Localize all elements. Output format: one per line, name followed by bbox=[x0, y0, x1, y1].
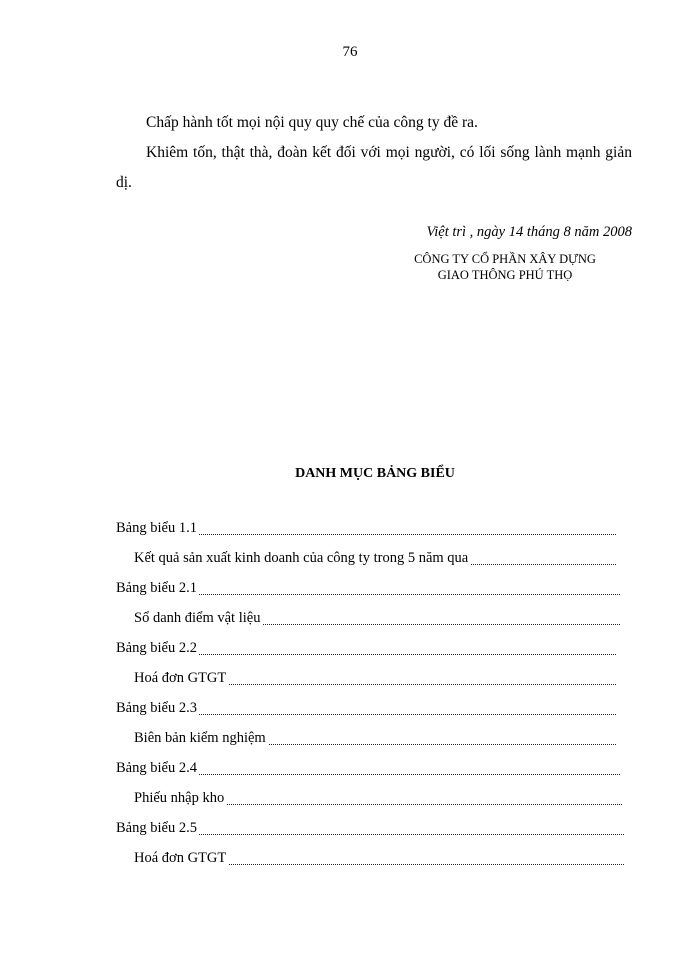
toc-entry-label: Bảng biểu 2.2 bbox=[116, 640, 197, 656]
company-name-line-1: CÔNG TY CỔ PHẦN XÂY DỰNG bbox=[414, 252, 596, 266]
paragraph-conduct: Khiêm tốn, thật thà, đoàn kết đối với mọi người, có lối sống lành mạnh giản dị. bbox=[116, 144, 632, 191]
toc-entry-label: Bảng biểu 2.3 bbox=[116, 700, 197, 716]
toc-entry-table-2-3 bbox=[116, 698, 616, 718]
toc-entry-label: Bảng biểu 2.5 bbox=[116, 820, 197, 836]
toc-entry-table-2-1 bbox=[116, 578, 620, 598]
toc-entry-material-codes bbox=[134, 608, 620, 628]
toc-entry-label: Kết quả sản xuất kinh doanh của công ty trong 5 năm qua bbox=[134, 550, 469, 566]
signature-company bbox=[388, 251, 622, 283]
toc-entry-vat-invoice bbox=[134, 668, 616, 688]
toc-entry-table-2-2 bbox=[116, 638, 616, 658]
toc-entry-vat-invoice-2 bbox=[134, 848, 624, 868]
toc-entry-label: Bảng biểu 2.4 bbox=[116, 760, 197, 776]
toc-entry-label: Bảng biểu 2.1 bbox=[116, 580, 197, 596]
toc-entry-label: Phiếu nhập kho bbox=[134, 790, 225, 806]
company-name-line-2: GIAO THÔNG PHÚ THỌ bbox=[437, 268, 573, 282]
page-number: 76 bbox=[342, 44, 358, 60]
toc-entry-label: Hoá đơn GTGT bbox=[134, 670, 227, 686]
toc-entry-label: Sổ danh điểm vật liệu bbox=[134, 610, 261, 626]
toc-entry-table-2-4 bbox=[116, 758, 620, 778]
toc-entry-table-2-5 bbox=[116, 818, 624, 838]
signature-date-line: Việt trì , ngày 14 tháng 8 năm 2008 bbox=[426, 224, 632, 240]
toc-entry-label: Bảng biểu 1.1 bbox=[116, 520, 197, 536]
toc-title: DANH MỤC BẢNG BIỂU bbox=[295, 466, 455, 481]
toc-entry-label: Biên bản kiểm nghiệm bbox=[134, 730, 266, 746]
toc-entry-receiving-slip bbox=[134, 788, 622, 808]
toc-entry-table-1-1 bbox=[116, 518, 616, 538]
paragraph-rules: Chấp hành tốt mọi nội quy quy chế của công ty đề ra. bbox=[146, 114, 478, 131]
toc-entry-business-results bbox=[134, 548, 616, 568]
toc-entry-label: Hoá đơn GTGT bbox=[134, 850, 227, 866]
toc-entry-inspection-report bbox=[134, 728, 616, 748]
